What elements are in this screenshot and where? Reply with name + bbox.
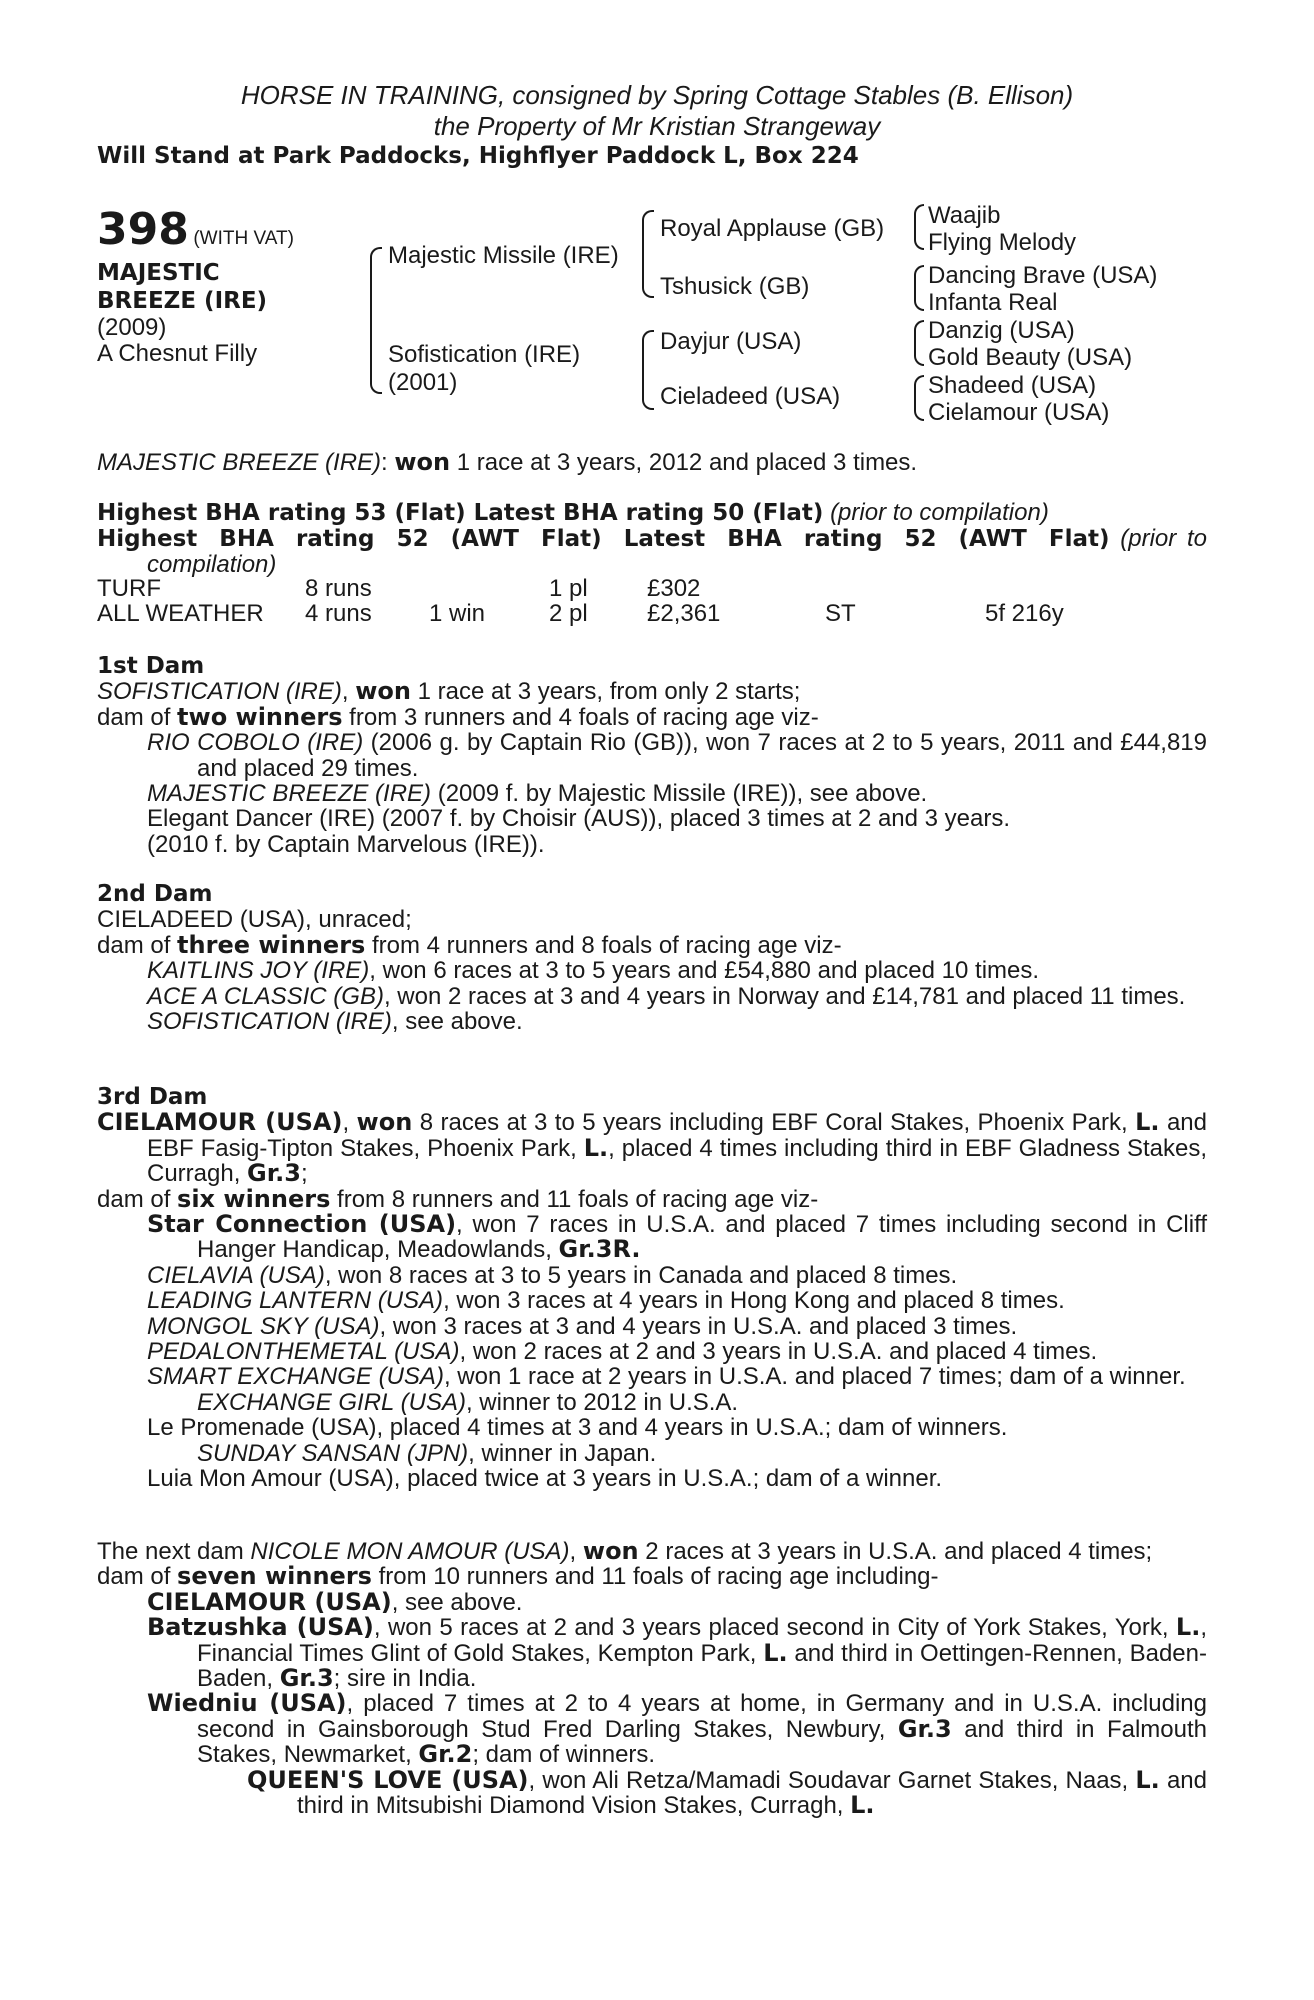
horse-record: , won 8 races at 3 to 5 years in Canada and placed 8 times.	[324, 1261, 958, 1289]
pedigree-brace-sire	[642, 210, 654, 298]
group-mark: Gr.3	[897, 1714, 952, 1743]
section-heading: 3rd Dam	[97, 1084, 208, 1110]
listed-mark: L.	[1175, 1613, 1201, 1642]
lot-number: 398	[97, 204, 189, 255]
produce-entry: Luia Mon Amour (USA), placed twice at 3 years in U.S.A.; dam of a winner.	[147, 1465, 943, 1493]
pedigree-g6: Gold Beauty (USA)	[928, 344, 1133, 371]
perf-dist: 5f 216y	[985, 600, 1064, 627]
text: ; sire in India.	[333, 1665, 477, 1693]
winners-count: three winners	[177, 930, 366, 959]
pedigree-g1: Waajib	[928, 202, 1001, 229]
produce-entry	[97, 958, 1207, 983]
winners-count: seven winners	[177, 1562, 372, 1591]
perf-runs: 8 runs	[305, 575, 372, 602]
text: , Financial Times Glint of Gold Stakes, Kempton Park,	[197, 1614, 1208, 1667]
text: The next dam	[97, 1538, 251, 1565]
text: from 3 runners and 4 foals of racing age viz-	[342, 703, 819, 731]
horse-name: KAITLINS JOY (IRE)	[147, 957, 370, 985]
horse-name: SOFISTICATION (IRE)	[147, 1008, 392, 1036]
produce-entry: Elegant Dancer (IRE) (2007 f. by Choisir (AUS)), placed 3 times at 2 and 3 years.	[147, 805, 1011, 833]
horse-name: Wiedniu (USA)	[147, 1689, 347, 1718]
text: , won 5 races at 2 and 3 years placed second in City of York Stakes, York,	[373, 1614, 1176, 1642]
group-mark: Gr.2	[418, 1740, 473, 1769]
text: and third in Oettingen-Rennen, Baden-Baden,	[197, 1639, 1207, 1693]
pedigree-sire-sire: Royal Applause (GB)	[660, 215, 885, 242]
perf-code: ST	[825, 600, 856, 627]
summary-horse-name: MAJESTIC BREEZE (IRE)	[97, 449, 382, 476]
produce-entry-sub	[97, 1441, 1207, 1466]
pedigree-dam-year: (2001)	[388, 369, 458, 396]
pedigree-g2: Flying Melody	[928, 229, 1077, 256]
dam-line	[97, 1539, 1207, 1564]
third-dam-section	[97, 1085, 1207, 1492]
summary-rest: 1 race at 3 years, 2012 and placed 3 times.	[450, 449, 918, 476]
perf-wins	[429, 576, 549, 601]
horse-name: SUNDAY SANSAN (JPN)	[197, 1439, 469, 1467]
next-dam-section	[97, 1539, 1207, 1818]
pedigree-g8: Cielamour (USA)	[928, 399, 1110, 426]
text: dam of	[97, 1563, 178, 1591]
horse-name: SMART EXCHANGE (USA)	[147, 1363, 444, 1391]
text: 8 races at 3 to 5 years including EBF Coral Stakes, Phoenix Park,	[412, 1109, 1136, 1137]
performance-row-turf	[97, 576, 1064, 601]
summary-colon: :	[381, 449, 395, 476]
horse-name: CIELAMOUR (USA)	[147, 1587, 392, 1616]
text: , won Ali Retza/Mamadi Soudavar Garnet Stakes, Naas,	[528, 1766, 1136, 1794]
text: from 8 runners and 11 foals of racing age viz-	[330, 1185, 819, 1213]
horse-record: , won 3 races at 3 and 4 years in U.S.A. and placed 3 times.	[379, 1312, 1018, 1340]
horse-record: , winner in Japan.	[468, 1439, 657, 1467]
horse-record: , winner to 2012 in U.S.A.	[465, 1388, 739, 1416]
dam-line	[97, 1110, 1207, 1186]
produce-entry	[97, 1288, 1207, 1313]
section-heading: 1st Dam	[97, 653, 205, 679]
horse-name: QUEEN'S LOVE (USA)	[247, 1765, 529, 1794]
horse-name: EXCHANGE GIRL (USA)	[197, 1388, 466, 1416]
group-mark: Gr.3	[279, 1664, 334, 1693]
pedigree-brace-dd	[914, 375, 924, 421]
produce-entry	[97, 1009, 1207, 1034]
pedigree-brace-ss	[914, 204, 924, 250]
produce-line	[97, 930, 1207, 959]
horse-name: ACE A CLASSIC (GB)	[147, 982, 384, 1010]
summary-won: won	[394, 448, 451, 476]
foaling-year: (2009)	[97, 314, 167, 341]
produce-entry: (2010 f. by Captain Marvelous (IRE)).	[147, 830, 545, 858]
horse-record: , won 1 race at 2 years in U.S.A. and placed 7 times; dam of a winner.	[443, 1363, 1186, 1391]
produce-entry	[97, 1339, 1207, 1364]
horse-record: (2009 f. by Majestic Missile (IRE)), see above.	[431, 780, 928, 808]
lot-number-block	[97, 204, 294, 255]
performance-table	[97, 576, 1064, 626]
ratings-block	[97, 500, 1207, 577]
won-label: won	[582, 1537, 639, 1565]
rating-flat-note: (prior to compilation)	[830, 499, 1049, 526]
text: ;	[300, 1160, 308, 1188]
perf-code	[825, 576, 985, 601]
race-summary	[97, 450, 917, 475]
winners-count: six winners	[177, 1184, 331, 1213]
produce-line	[97, 1184, 1207, 1213]
pedigree-brace-main	[370, 247, 382, 394]
text: , placed 7 times at 2 to 4 years at home, in Germany and in U.S.A. including second in Gainsborough Stud Fred Darling Stakes, Newbury,	[197, 1690, 1207, 1743]
horse-record: , won 6 races at 3 to 5 years and £54,880 and placed 10 times.	[369, 957, 1040, 985]
text: dam of	[97, 931, 178, 959]
dam-name: CIELAMOUR (USA)	[97, 1108, 343, 1137]
horse-record: , won 2 races at 3 and 4 years in Norway and £14,781 and placed 11 times.	[383, 982, 1186, 1010]
sep: ,	[342, 1109, 357, 1137]
group-mark: Gr.3R.	[558, 1235, 641, 1264]
produce-entry	[97, 1615, 1207, 1691]
rating-awt-text: Highest BHA rating 52 (AWT Flat) Latest BHA rating 52 (AWT Flat)	[97, 526, 1110, 552]
second-dam-section	[97, 882, 1207, 1034]
listed-mark: L.	[850, 1791, 875, 1820]
rating-flat-text: Highest BHA rating 53 (Flat) Latest BHA rating 50 (Flat)	[97, 500, 824, 526]
horse-name: Star Connection (USA)	[147, 1210, 457, 1239]
sep: ,	[341, 678, 356, 706]
produce-entry-sub	[97, 1390, 1207, 1415]
produce-entry: Le Promenade (USA), placed 4 times at 3 and 4 years in U.S.A.; dam of winners.	[147, 1414, 1008, 1442]
horse-name: CIELAVIA (USA)	[147, 1261, 325, 1289]
perf-wins: 1 win	[429, 600, 486, 627]
perf-placed: 2 pl	[549, 600, 588, 627]
group-mark: Gr.3	[247, 1159, 301, 1188]
horse-name: RIO COBOLO (IRE)	[147, 729, 364, 757]
text: and third in Mitsubishi Diamond Vision Stakes, Curragh,	[297, 1766, 1207, 1820]
perf-prize: £302	[647, 575, 701, 602]
horse-record: , won 2 races at 2 and 3 years in U.S.A. and placed 4 times.	[459, 1338, 1098, 1366]
rating-flat	[97, 500, 1207, 526]
listed-mark: L.	[763, 1638, 788, 1667]
horse-name-line1: MAJESTIC	[97, 260, 220, 286]
pedigree-g3: Dancing Brave (USA)	[928, 262, 1158, 289]
horse-record: (2006 g. by Captain Rio (GB)), won 7 races at 2 to 5 years, 2011 and £44,819 and placed 29 times.	[197, 729, 1207, 782]
perf-surface: ALL WEATHER	[97, 600, 264, 627]
dam-record: 2 races at 3 years in U.S.A. and placed 4 times;	[638, 1538, 1153, 1565]
produce-entry	[97, 781, 1207, 806]
listed-mark: L.	[1135, 1108, 1160, 1137]
perf-dist	[985, 576, 1064, 601]
produce-entry	[97, 984, 1207, 1009]
perf-prize: £2,361	[647, 600, 721, 627]
stabling-line: Will Stand at Park Paddocks, Highflyer Paddock L, Box 224	[97, 143, 859, 169]
vat-note: (WITH VAT)	[193, 228, 294, 249]
rating-awt	[97, 526, 1207, 577]
pedigree-g5: Danzig (USA)	[928, 317, 1075, 344]
won-label: won	[355, 677, 411, 706]
horse-record: , won 3 races at 4 years in Hong Kong and placed 8 times.	[443, 1287, 1065, 1315]
text: and third in Falmouth Stakes, Newmarket,	[197, 1715, 1207, 1769]
horse-name: Batzushka (USA)	[147, 1613, 374, 1642]
perf-placed: 1 pl	[549, 575, 588, 602]
perf-runs: 4 runs	[305, 600, 372, 627]
pedigree-dam-dam: Cieladeed (USA)	[660, 383, 841, 410]
dam-name: SOFISTICATION (IRE)	[97, 678, 342, 706]
text: , placed 4 times including third in EBF Gladness Stakes, Curragh,	[147, 1134, 1207, 1188]
pedigree-sire-dam: Tshusick (GB)	[660, 273, 810, 300]
perf-surface: TURF	[97, 575, 161, 602]
pedigree-brace-dam	[642, 330, 654, 410]
pedigree-g4: Infanta Real	[928, 289, 1058, 316]
produce-line	[97, 1564, 1207, 1589]
horse-record: , see above.	[391, 1588, 523, 1616]
horse-name: MAJESTIC BREEZE (IRE)	[147, 780, 432, 808]
pedigree-dam: Sofistication (IRE)	[388, 341, 581, 368]
horse-record: , won 7 races in U.S.A. and placed 7 times including second in Cliff Hanger Handicap, Meadowlands,	[197, 1211, 1207, 1264]
won-label: won	[356, 1108, 413, 1137]
produce-entry	[97, 1263, 1207, 1288]
horse-name: PEDALONTHEMETAL (USA)	[147, 1338, 460, 1366]
horse-name: MONGOL SKY (USA)	[147, 1312, 380, 1340]
performance-row-aw	[97, 601, 1064, 626]
produce-entry	[97, 1314, 1207, 1339]
produce-entry	[97, 730, 1207, 781]
text: ; dam of winners.	[472, 1741, 656, 1769]
pedigree-brace-sd	[914, 265, 924, 311]
text: and EBF Fasig-Tipton Stakes, Phoenix Park,	[147, 1109, 1207, 1162]
produce-entry-sub	[97, 1765, 1207, 1820]
sep: ,	[569, 1538, 583, 1565]
pedigree-sire: Majestic Missile (IRE)	[388, 242, 619, 269]
owner-line: the Property of Mr Kristian Strangeway	[433, 111, 881, 141]
winners-count: two winners	[177, 702, 343, 731]
dam-line: CIELADEED (USA), unraced;	[97, 906, 412, 934]
dam-name: NICOLE MON AMOUR (USA)	[250, 1538, 570, 1565]
text: dam of	[97, 1185, 178, 1213]
pedigree-dam-sire: Dayjur (USA)	[660, 328, 802, 355]
produce-line	[97, 702, 1207, 731]
dam-line	[97, 679, 1207, 704]
pedigree-g7: Shadeed (USA)	[928, 372, 1097, 399]
text: dam of	[97, 703, 178, 731]
text: from 10 runners and 11 foals of racing age including-	[371, 1563, 939, 1591]
produce-entry	[97, 1587, 1207, 1616]
listed-mark: L.	[1135, 1765, 1160, 1794]
produce-entry	[97, 1364, 1207, 1389]
text: from 4 runners and 8 foals of racing age viz-	[365, 931, 842, 959]
dam-record: 1 race at 3 years, from only 2 starts;	[410, 678, 801, 706]
horse-name-line2: BREEZE (IRE)	[97, 288, 268, 314]
consignor-line: HORSE IN TRAINING, consigned by Spring Cottage Stables (B. Ellison)	[240, 80, 1074, 110]
horse-record: , see above.	[391, 1008, 523, 1036]
produce-entry	[97, 1212, 1207, 1263]
produce-entry	[97, 1691, 1207, 1767]
section-heading: 2nd Dam	[97, 881, 213, 907]
pedigree-brace-ds	[914, 320, 924, 366]
listed-mark: L.	[583, 1133, 609, 1162]
horse-description: A Chesnut Filly	[97, 340, 258, 367]
rating-awt-note: (prior to compilation)	[147, 525, 1207, 578]
horse-name: LEADING LANTERN (USA)	[147, 1287, 444, 1315]
first-dam-section	[97, 654, 1207, 857]
